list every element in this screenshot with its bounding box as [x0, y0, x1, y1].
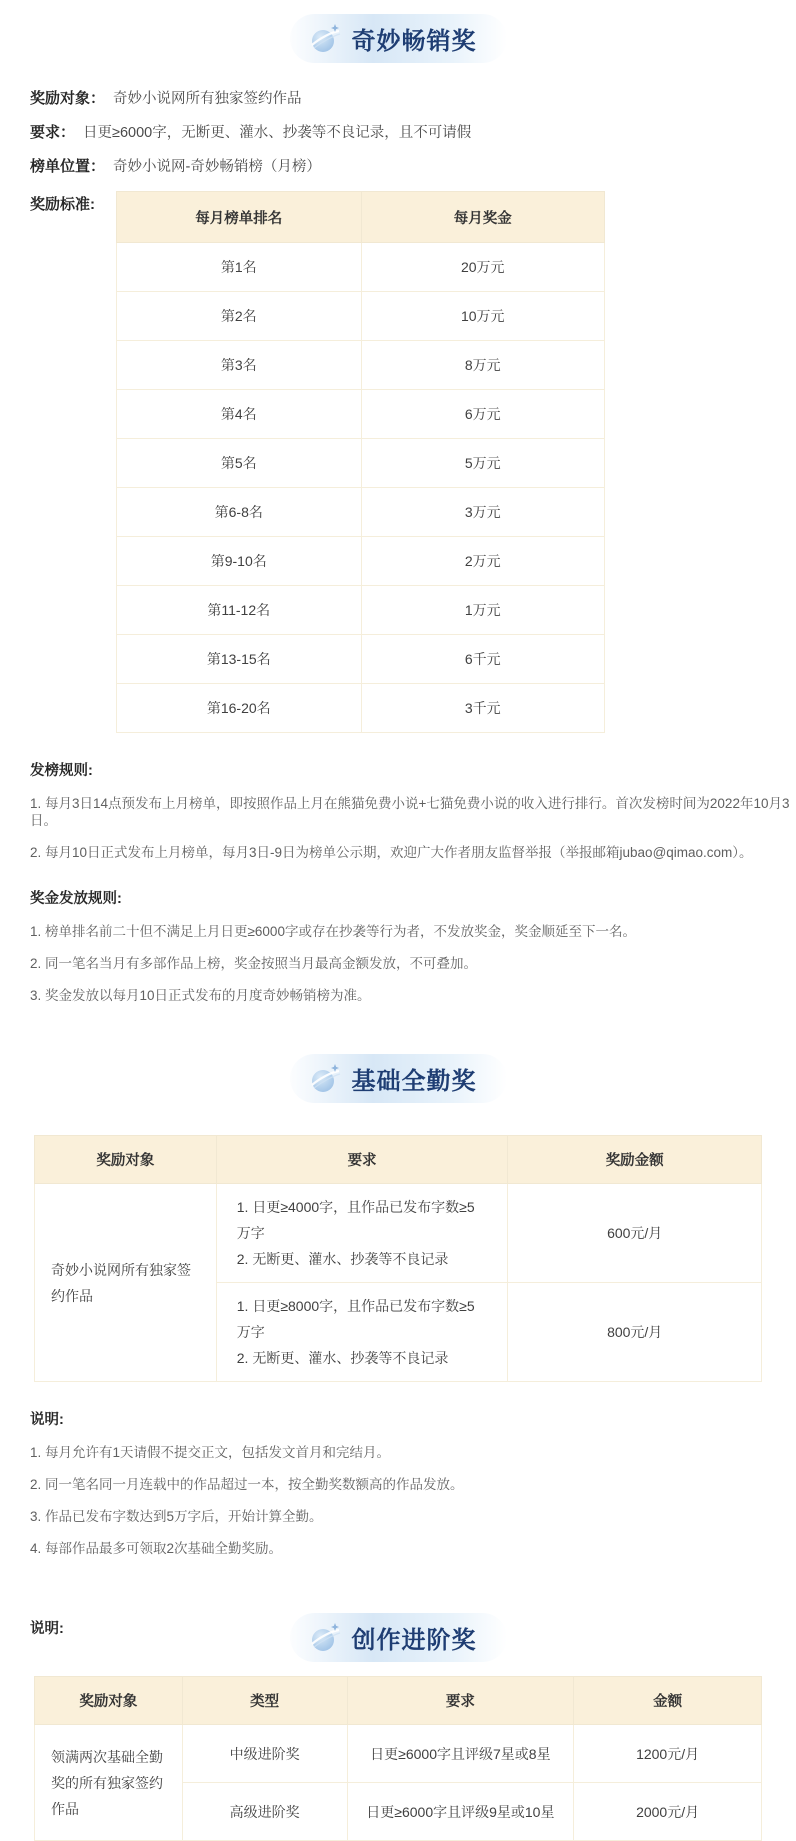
info-label: 奖励对象：	[30, 90, 106, 107]
requirement-line: 1. 日更≥4000字，且作品已发布字数≥5万字	[236, 1199, 475, 1241]
rule-heading-publishing: 发榜规则:	[30, 763, 93, 779]
table-row	[117, 684, 605, 733]
table-header-row	[117, 192, 605, 243]
requirement-line: 2. 无断更、灌水、抄袭等不良记录	[236, 1251, 449, 1267]
requirement-cell	[216, 1184, 508, 1283]
section-title: 基础全勤奖	[351, 1068, 477, 1095]
prize-cell: 3千元	[361, 684, 605, 733]
table-row	[117, 488, 605, 537]
prize-cell: 20万元	[361, 243, 605, 292]
column-header-requirement: 要求	[216, 1136, 508, 1184]
standard-label: 奖励标准:	[30, 196, 95, 213]
table-row	[117, 537, 605, 586]
prize-cell: 2万元	[361, 537, 605, 586]
table-row	[117, 341, 605, 390]
prize-cell: 8万元	[361, 341, 605, 390]
column-header-target: 奖励对象	[35, 1136, 217, 1184]
info-line-target	[30, 89, 796, 109]
table-row	[35, 1184, 762, 1283]
rank-cell: 第9-10名	[117, 537, 362, 586]
prize-cell: 1万元	[361, 586, 605, 635]
table-row	[35, 1725, 762, 1783]
award-standard-row	[30, 191, 796, 733]
prize-cell: 3万元	[361, 488, 605, 537]
section-advanced-title-row	[0, 1613, 796, 1662]
rule-heading-notes: 说明:	[30, 1412, 64, 1428]
requirement-line: 2. 无断更、灌水、抄袭等不良记录	[236, 1350, 449, 1366]
column-header-amount: 金额	[574, 1677, 762, 1725]
column-header-amount: 奖励金额	[508, 1136, 762, 1184]
rule-heading-notes-clipped: 说明:	[30, 1621, 64, 1637]
info-value: 日更≥6000字，无断更、灌水、抄袭等不良记录，且不可请假	[83, 125, 472, 141]
target-cell: 领满两次基础全勤奖的所有独家签约作品	[35, 1725, 183, 1841]
table-row	[117, 439, 605, 488]
table-header-row	[35, 1677, 762, 1725]
advanced-award-table	[34, 1676, 762, 1841]
table-row	[117, 390, 605, 439]
section-bestseller-title-row	[0, 14, 796, 63]
section-title: 奇妙畅销奖	[351, 28, 477, 55]
rule-item: 2. 每月10日正式发布上月榜单，每月3日-9日为榜单公示期，欢迎广大作者朋友监督举报（举报邮箱jubao@qimao.com）。	[30, 845, 753, 860]
rank-cell: 第6-8名	[117, 488, 362, 537]
table-row	[117, 635, 605, 684]
table-header-row	[35, 1136, 762, 1184]
award-info-block	[30, 89, 796, 177]
section-title-pill	[290, 1054, 507, 1103]
table-row	[117, 243, 605, 292]
prize-cell: 6万元	[361, 390, 605, 439]
info-line-requirement	[30, 123, 796, 143]
column-header-rank: 每月榜单排名	[117, 192, 362, 243]
rule-item: 3. 作品已发布字数达到5万字后，开始计算全勤。	[30, 1509, 323, 1524]
info-label: 要求：	[30, 124, 76, 141]
planet-icon	[308, 1062, 342, 1096]
column-header-target: 奖励对象	[35, 1677, 183, 1725]
rule-item: 2. 同一笔名同一月连载中的作品超过一本，按全勤奖数额高的作品发放。	[30, 1477, 464, 1492]
award-rules-page	[0, 14, 796, 1820]
column-header-requirement: 要求	[347, 1677, 574, 1725]
info-value: 奇妙小说网-奇妙畅销榜（月榜）	[113, 159, 321, 175]
rule-item: 2. 同一笔名当月有多部作品上榜，奖金按照当月最高金额发放，不可叠加。	[30, 956, 478, 971]
info-label: 榜单位置：	[30, 158, 106, 175]
rule-item: 1. 每月3日14点预发布上月榜单，即按照作品上月在熊猫免费小说+七猫免费小说的收入进行排行。首次发榜时间为2022年10月3日。	[30, 796, 790, 828]
rule-item: 1. 每月允许有1天请假不提交正文，包括发文首月和完结月。	[30, 1445, 391, 1460]
requirement-cell	[216, 1283, 508, 1382]
table-row	[117, 292, 605, 341]
planet-icon	[308, 1621, 342, 1655]
prize-cell: 6千元	[361, 635, 605, 684]
table-row	[117, 586, 605, 635]
amount-cell: 1200元/月	[574, 1725, 762, 1783]
section-title: 创作进阶奖	[351, 1627, 477, 1654]
prize-cell: 10万元	[361, 292, 605, 341]
rule-item: 4. 每部作品最多可领取2次基础全勤奖励。	[30, 1541, 283, 1556]
type-cell: 高级进阶奖	[182, 1783, 347, 1841]
info-line-list-position	[30, 157, 796, 177]
section-title-pill	[290, 14, 507, 63]
rank-cell: 第13-15名	[117, 635, 362, 684]
section-title-pill	[290, 1613, 507, 1662]
attendance-award-table	[34, 1135, 762, 1382]
rank-cell: 第1名	[117, 243, 362, 292]
info-value: 奇妙小说网所有独家签约作品	[113, 91, 302, 107]
type-cell: 中级进阶奖	[182, 1725, 347, 1783]
rule-item: 1. 榜单排名前二十但不满足上月日更≥6000字或存在抄袭等行为者，不发放奖金，奖金顺延至下一名。	[30, 924, 636, 939]
requirement-line: 1. 日更≥8000字，且作品已发布字数≥5万字	[236, 1298, 475, 1340]
column-header-type: 类型	[182, 1677, 347, 1725]
target-cell: 奇妙小说网所有独家签约作品	[35, 1184, 217, 1382]
amount-cell: 2000元/月	[574, 1783, 762, 1841]
rank-cell: 第4名	[117, 390, 362, 439]
rank-cell: 第2名	[117, 292, 362, 341]
rule-heading-payout: 奖金发放规则:	[30, 891, 122, 907]
rank-cell: 第16-20名	[117, 684, 362, 733]
rank-cell: 第5名	[117, 439, 362, 488]
rank-cell: 第11-12名	[117, 586, 362, 635]
monthly-ranking-table	[116, 191, 605, 733]
rule-item: 3. 奖金发放以每月10日正式发布的月度奇妙畅销榜为准。	[30, 988, 371, 1003]
column-header-prize: 每月奖金	[361, 192, 605, 243]
planet-icon	[308, 22, 342, 56]
rank-cell: 第3名	[117, 341, 362, 390]
prize-cell: 5万元	[361, 439, 605, 488]
requirement-cell: 日更≥6000字且评级9星或10星	[347, 1783, 574, 1841]
requirement-cell: 日更≥6000字且评级7星或8星	[347, 1725, 574, 1783]
section-attendance-title-row	[0, 1054, 796, 1103]
amount-cell: 800元/月	[508, 1283, 762, 1382]
amount-cell: 600元/月	[508, 1184, 762, 1283]
